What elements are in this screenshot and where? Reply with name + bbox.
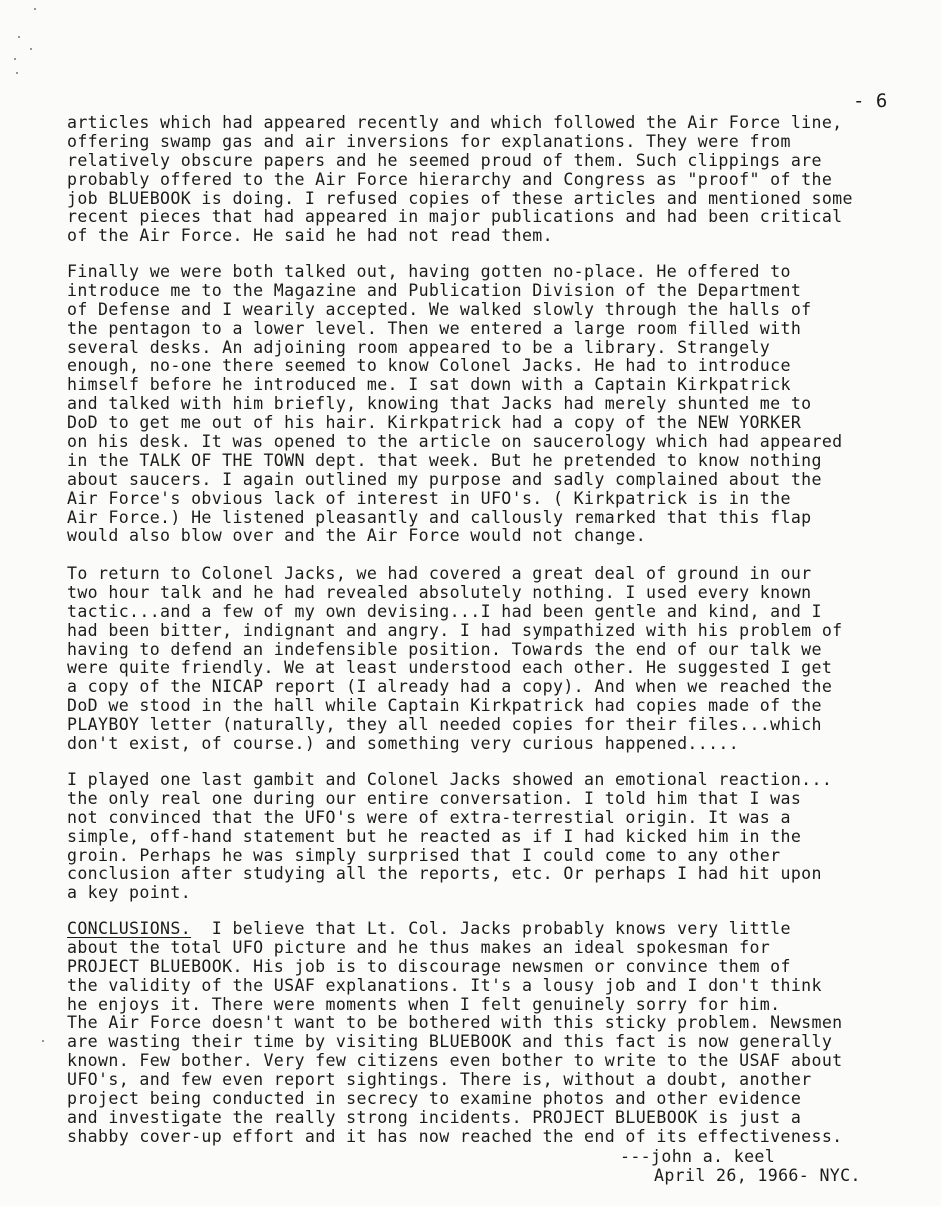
text-line: DoD we stood in the hall while Captain Kirkpatrick had copies made of the xyxy=(67,696,822,716)
paragraph-gambit xyxy=(67,771,927,903)
text-line: project being conducted in secrecy to examine photos and other evidence xyxy=(67,1089,802,1109)
text-line: The Air Force doesn't want to be bothered with this sticky problem. Newsmen xyxy=(67,1013,843,1033)
text-line: had been bitter, indignant and angry. I had sympathized with his problem of xyxy=(67,620,843,640)
signature-block xyxy=(620,1148,861,1186)
text-line: job BLUEBOOK is doing. I refused copies of these articles and mentioned some xyxy=(67,188,853,208)
text-line: Finally we were both talked out, having gotten no-place. He offered to xyxy=(67,262,791,281)
text-line: groin. Perhaps he was simply surprised that I could come to any other xyxy=(67,845,781,865)
text-line: would also blow over and the Air Force would not change. xyxy=(67,526,647,546)
text-segment: I believe that Lt. Col. Jacks probably knows very little xyxy=(191,919,791,938)
margin-speck xyxy=(42,1040,44,1042)
margin-speck xyxy=(14,58,16,60)
text-line: recent pieces that had appeared in major publications and had been critical xyxy=(67,207,843,227)
text-line: about the total UFO picture and he thus makes an ideal spokesman for xyxy=(67,937,771,957)
text-line: on his desk. It was opened to the article on saucerology which had appeared xyxy=(67,432,843,452)
text-line: he enjoys it. There were moments when I felt genuinely sorry for him. xyxy=(67,994,781,1014)
page-number: - 6 xyxy=(853,90,888,112)
signature-name: ---john a. keel xyxy=(620,1147,776,1166)
text-line: tactic...and a few of my own devising...I had been gentle and kind, and I xyxy=(67,601,822,621)
text-line: conclusion after studying all the reports, etc. Or perhaps I had hit upon xyxy=(67,864,822,884)
text-line: several desks. An adjoining room appeared to be a library. Strangely xyxy=(67,337,771,357)
text-line: were quite friendly. We at least understood each other. He suggested I get xyxy=(67,658,833,678)
text-line: the validity of the USAF explanations. It's a lousy job and I don't think xyxy=(67,975,822,995)
paragraph-articles xyxy=(67,114,927,246)
text-line: and talked with him briefly, knowing that Jacks had merely shunted me to xyxy=(67,394,812,414)
text-line: not convinced that the UFO's were of extra-terrestial origin. It was a xyxy=(67,807,791,827)
text-line: don't exist, of course.) and something very curious happened..... xyxy=(67,734,740,754)
text-line: relatively obscure papers and he seemed proud of them. Such clippings are xyxy=(67,150,822,170)
conclusions-heading: CONCLUSIONS. xyxy=(67,919,192,938)
text-line: offering swamp gas and air inversions for explanations. They were from xyxy=(67,131,791,151)
paragraph-conclusions xyxy=(67,920,927,1147)
signature-date: April 26, 1966- NYC. xyxy=(654,1165,861,1185)
text-line: To return to Colonel Jacks, we had covered a great deal of ground in our xyxy=(67,564,812,583)
text-line: probably offered to the Air Force hierarchy and Congress as "proof" of the xyxy=(67,169,833,189)
text-line: a copy of the NICAP report (I already had a copy). And when we reached the xyxy=(67,677,833,697)
text-line: the only real one during our entire conversation. I told him that I was xyxy=(67,788,802,808)
margin-speck xyxy=(18,36,20,38)
text-line: are wasting their time by visiting BLUEBOOK and this fact is now generally xyxy=(67,1032,833,1052)
text-line: himself before he introduced me. I sat down with a Captain Kirkpatrick xyxy=(67,375,791,395)
text-line: simple, off-hand statement but he reacted as if I had kicked him in the xyxy=(67,826,802,846)
text-line: Air Force's obvious lack of interest in UFO's. ( Kirkpatrick is in the xyxy=(67,488,791,508)
text-line: in the TALK OF THE TOWN dept. that week. But he pretended to know nothing xyxy=(67,450,822,470)
text-line: a key point. xyxy=(67,883,192,903)
text-line: about saucers. I again outlined my purpose and sadly complained about the xyxy=(67,469,822,489)
text-line: enough, no-one there seemed to know Colonel Jacks. He had to introduce xyxy=(67,356,791,376)
text-line: DoD to get me out of his hair. Kirkpatrick had a copy of the NEW YORKER xyxy=(67,413,802,433)
text-line: shabby cover-up effort and it has now reached the end of its effectiveness. xyxy=(67,1126,843,1146)
text-line: I played one last gambit and Colonel Jacks showed an emotional reaction... xyxy=(67,770,833,789)
text-line: having to defend an indefensible position. Towards the end of our talk we xyxy=(67,639,822,659)
margin-speck xyxy=(34,8,36,10)
text-line: of the Air Force. He said he had not read them. xyxy=(67,226,553,246)
text-line: PLAYBOY letter (naturally, they all needed copies for their files...which xyxy=(67,715,822,735)
paragraph-return xyxy=(67,565,927,754)
text-line: UFO's, and few even report sightings. There is, without a doubt, another xyxy=(67,1070,812,1090)
margin-speck xyxy=(30,48,32,50)
text-line: the pentagon to a lower level. Then we entered a large room filled with xyxy=(67,318,802,338)
text-line: two hour talk and he had revealed absolutely nothing. I used every known xyxy=(67,582,812,602)
text-line: known. Few bother. Very few citizens even bother to write to the USAF about xyxy=(67,1051,843,1071)
text-line xyxy=(67,920,927,939)
text-line: PROJECT BLUEBOOK. His job is to discourage newsmen or convince them of xyxy=(67,956,791,976)
text-line: of Defense and I wearily accepted. We walked slowly through the halls of xyxy=(67,299,812,319)
text-line: Air Force.) He listened pleasantly and callously remarked that this flap xyxy=(67,507,812,527)
text-line: articles which had appeared recently and which followed the Air Force line, xyxy=(67,113,843,132)
text-line: introduce me to the Magazine and Publication Division of the Department xyxy=(67,280,802,300)
paragraph-finally xyxy=(67,263,927,546)
text-line: and investigate the really strong incidents. PROJECT BLUEBOOK is just a xyxy=(67,1107,802,1127)
margin-speck xyxy=(16,72,18,74)
